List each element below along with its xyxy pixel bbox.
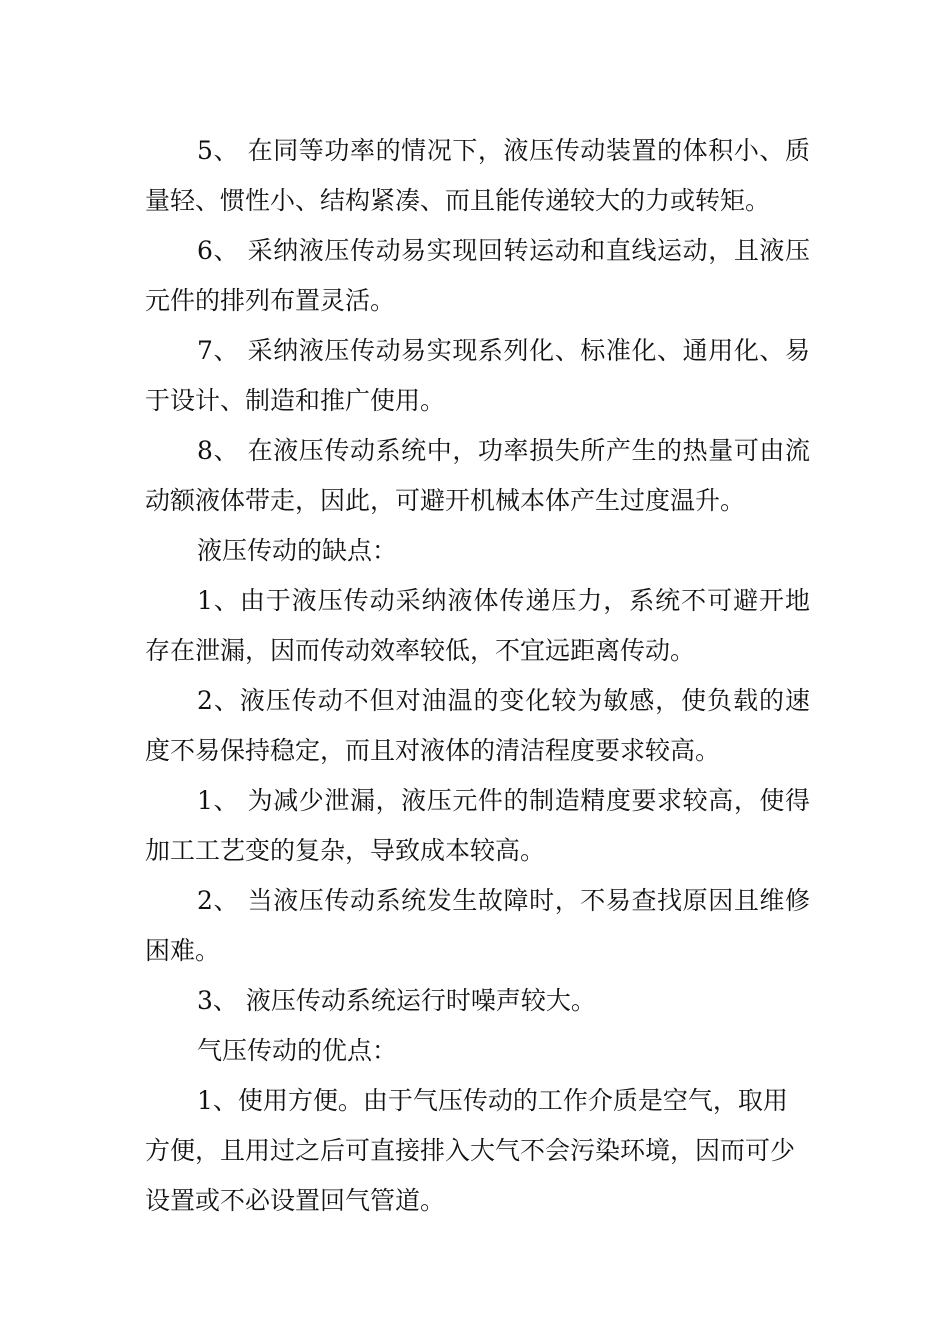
heading-pneumatic-advantages: 气压传动的优点：: [197, 1036, 398, 1065]
paragraph-advantage-6: 6、 采纳液压传动易实现回转运动和直线运动，且液压元件的排列布置灵活。: [145, 236, 810, 315]
paragraph-disadvantage-3: 3、 液压传动系统运行时噪声较大。: [197, 986, 596, 1015]
document-body: [145, 126, 810, 1226]
paragraph-disadvantage-2: 2、液压传动不但对油温的变化较为敏感，使负载的速度不易保持稳定，而且对液体的清洁程度要求较高。: [145, 686, 810, 765]
paragraph-advantage-8: 8、 在液压传动系统中，功率损失所产生的热量可由流动额液体带走，因此，可避开机械本体产生过度温升。: [145, 436, 810, 515]
paragraph-disadvantage-1b: 1、 为减少泄漏，液压元件的制造精度要求较高，使得加工工艺变的复杂，导致成本较高。: [145, 786, 810, 865]
paragraph-disadvantage-2b: 2、 当液压传动系统发生故障时，不易查找原因且维修困难。: [145, 886, 810, 965]
paragraph-advantage-7: 7、 采纳液压传动易实现系列化、标准化、通用化、易于设计、制造和推广使用。: [145, 336, 810, 415]
paragraph-advantage-5: 5、 在同等功率的情况下，液压传动装置的体积小、质量轻、惯性小、结构紧凑、而且能传递较大的力或转矩。: [145, 136, 810, 215]
paragraph-pneumatic-advantage-1: 1、使用方便。由于气压传动的工作介质是空气，取用方便，且用过之后可直接排入大气不会污染环境，因而可少设置或不必设置回气管道。: [145, 1086, 796, 1215]
paragraph-disadvantage-1: 1、由于液压传动采纳液体传递压力，系统不可避开地存在泄漏，因而传动效率较低，不宜远距离传动。: [145, 586, 810, 665]
heading-hydraulic-disadvantages: 液压传动的缺点：: [197, 536, 398, 565]
